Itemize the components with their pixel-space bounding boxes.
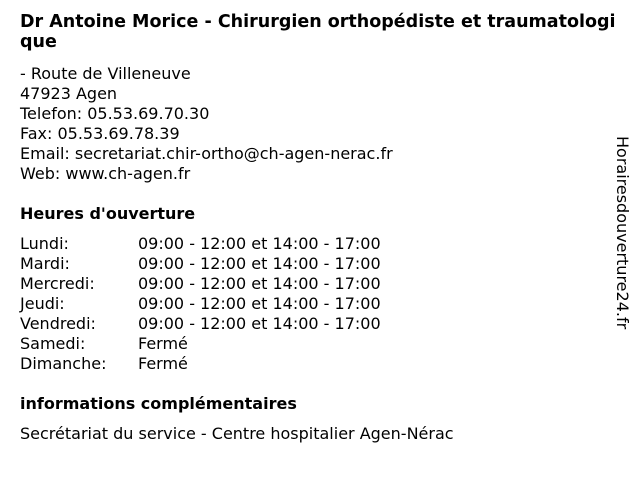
info-heading: informations complémentaires (20, 394, 297, 413)
day-label: Vendredi: (20, 314, 96, 333)
street-address: - Route de Villeneuve (20, 64, 191, 83)
time-value: Fermé (138, 354, 188, 373)
fax: Fax: 05.53.69.78.39 (20, 124, 180, 143)
time-value: 09:00 - 12:00 et 14:00 - 17:00 (138, 254, 381, 273)
phone: Telefon: 05.53.69.70.30 (20, 104, 210, 123)
contact-block (20, 64, 393, 184)
site-watermark: Horairesdouverture24.fr (613, 136, 632, 330)
day-label: Lundi: (20, 234, 69, 253)
day-label: Jeudi: (20, 294, 65, 313)
website: Web: www.ch-agen.fr (20, 164, 191, 183)
day-label: Mardi: (20, 254, 70, 273)
time-value: 09:00 - 12:00 et 14:00 - 17:00 (138, 294, 381, 313)
day-label: Mercredi: (20, 274, 95, 293)
email: Email: secretariat.chir-ortho@ch-agen-nerac.fr (20, 144, 393, 163)
page-title: Dr Antoine Morice - Chirurgien orthopédiste et traumatologique (20, 12, 616, 52)
time-value: 09:00 - 12:00 et 14:00 - 17:00 (138, 314, 381, 333)
city: 47923 Agen (20, 84, 118, 103)
time-value: 09:00 - 12:00 et 14:00 - 17:00 (138, 234, 381, 253)
time-value: Fermé (138, 334, 188, 353)
day-label: Samedi: (20, 334, 86, 353)
info-text: Secrétariat du service - Centre hospitalier Agen-Nérac (20, 424, 454, 443)
day-label: Dimanche: (20, 354, 107, 373)
time-value: 09:00 - 12:00 et 14:00 - 17:00 (138, 274, 381, 293)
hours-heading: Heures d'ouverture (20, 204, 196, 223)
